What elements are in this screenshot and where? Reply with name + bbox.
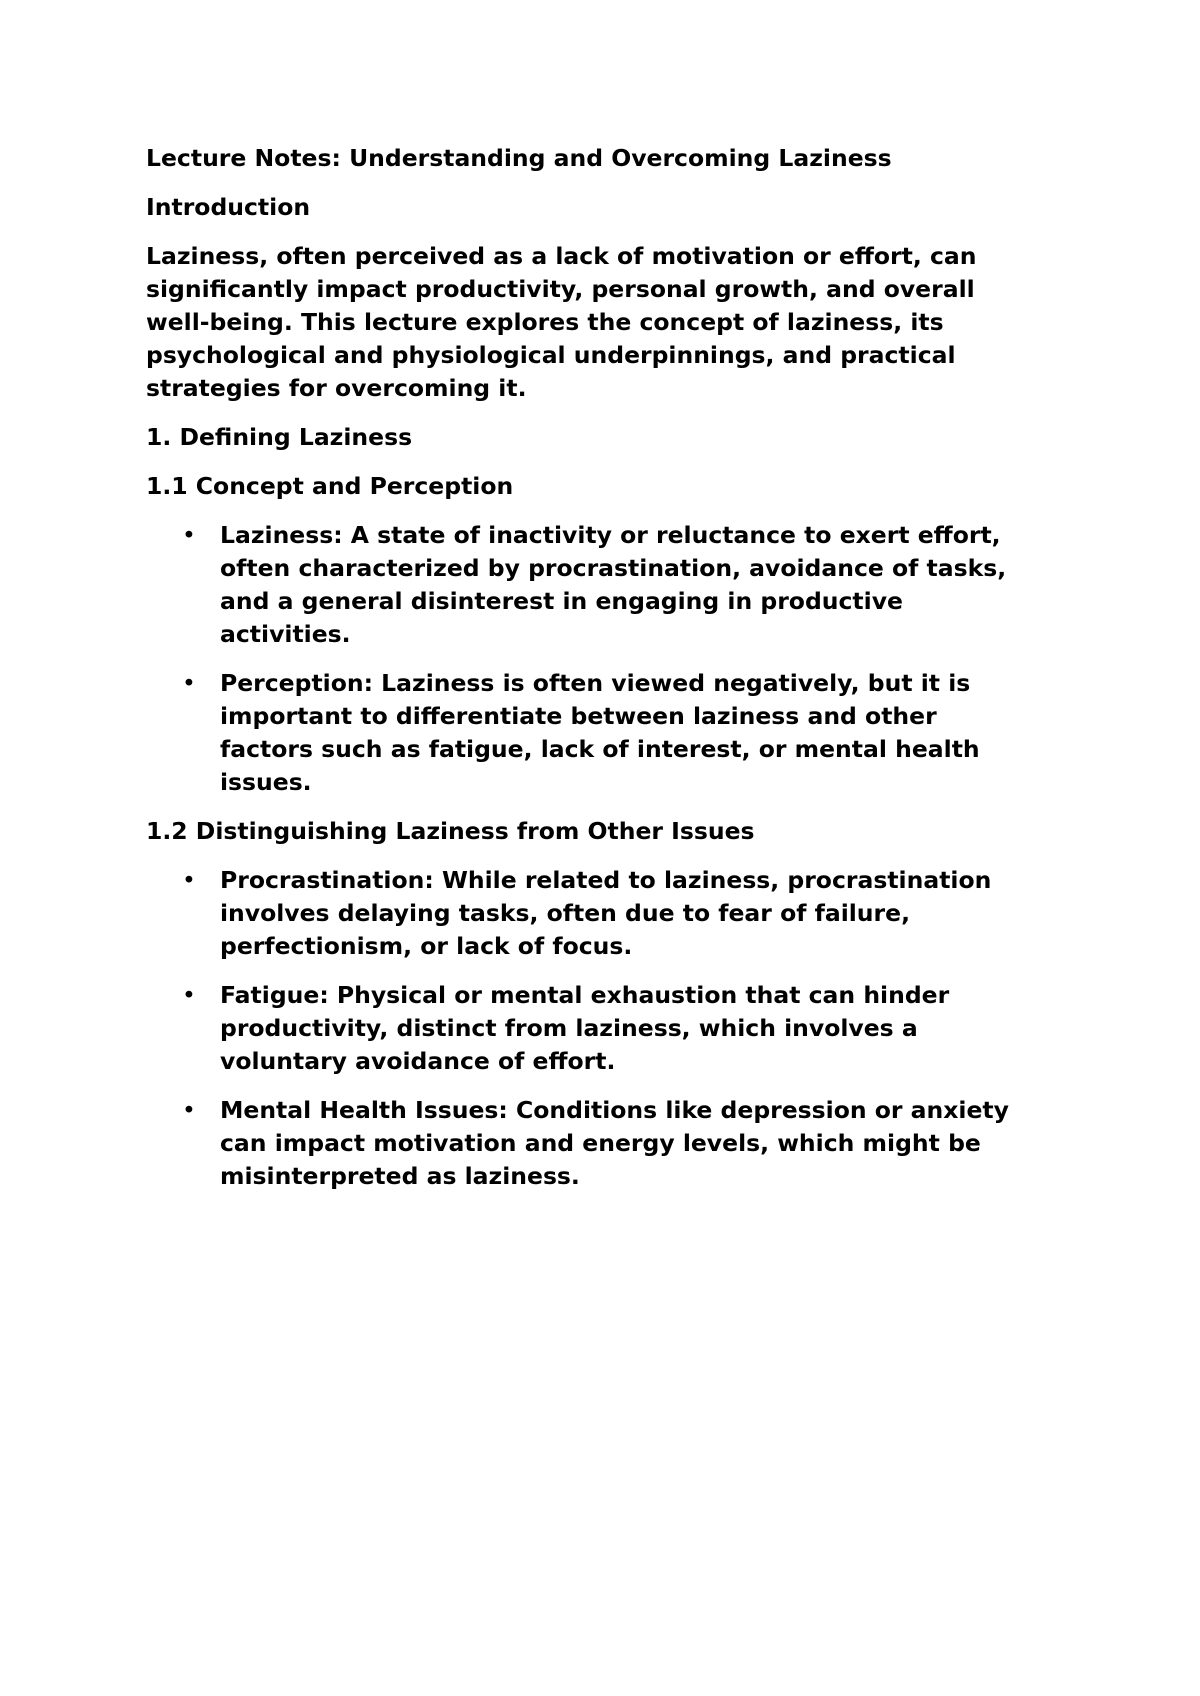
section-1-heading: 1. Defining Laziness <box>146 423 413 451</box>
list-item <box>146 864 1046 963</box>
list-item <box>146 1094 1046 1193</box>
concept-bullet-list <box>146 519 1046 799</box>
bullet-line: misinterpreted as laziness. <box>220 1162 580 1190</box>
bullet-line: important to differentiate between laziness and other <box>220 702 937 730</box>
bullet-line: activities. <box>220 620 351 648</box>
intro-paragraph <box>146 240 1046 405</box>
section-1-1-heading: 1.1 Concept and Perception <box>146 472 514 500</box>
distinguishing-bullet-list <box>146 864 1046 1193</box>
bullet-line: productivity, distinct from laziness, which involves a <box>220 1014 918 1042</box>
bullet-line: factors such as fatigue, lack of interest, or mental health <box>220 735 980 763</box>
document-title: Lecture Notes: Understanding and Overcoming Laziness <box>146 144 892 172</box>
bullet-line: Fatigue: Physical or mental exhaustion that can hinder <box>220 981 950 1009</box>
bullet-icon: • <box>182 521 196 549</box>
list-item <box>146 979 1046 1078</box>
bullet-line: Perception: Laziness is often viewed negatively, but it is <box>220 669 971 697</box>
list-item <box>146 667 1046 799</box>
bullet-line: issues. <box>220 768 312 796</box>
bullet-line: involves delaying tasks, often due to fear of failure, <box>220 899 910 927</box>
document-page <box>146 142 1046 1209</box>
bullet-line: voluntary avoidance of effort. <box>220 1047 616 1075</box>
bullet-line: perfectionism, or lack of focus. <box>220 932 633 960</box>
bullet-line: Mental Health Issues: Conditions like depression or anxiety <box>220 1096 1009 1124</box>
bullet-icon: • <box>182 981 196 1009</box>
bullet-line: Laziness: A state of inactivity or reluctance to exert effort, <box>220 521 1001 549</box>
bullet-line: often characterized by procrastination, avoidance of tasks, <box>220 554 1007 582</box>
intro-heading: Introduction <box>146 193 311 221</box>
bullet-icon: • <box>182 1096 196 1124</box>
intro-line: well-being. This lecture explores the concept of laziness, its <box>146 308 944 336</box>
bullet-line: can impact motivation and energy levels, which might be <box>220 1129 981 1157</box>
intro-line: psychological and physiological underpinnings, and practical <box>146 341 956 369</box>
bullet-icon: • <box>182 866 196 894</box>
section-1-2-heading: 1.2 Distinguishing Laziness from Other Issues <box>146 817 755 845</box>
list-item <box>146 519 1046 651</box>
intro-line: significantly impact productivity, personal growth, and overall <box>146 275 975 303</box>
bullet-icon: • <box>182 669 196 697</box>
bullet-line: and a general disinterest in engaging in productive <box>220 587 903 615</box>
bullet-line: Procrastination: While related to laziness, procrastination <box>220 866 992 894</box>
intro-line: Laziness, often perceived as a lack of motivation or effort, can <box>146 242 977 270</box>
intro-line: strategies for overcoming it. <box>146 374 527 402</box>
